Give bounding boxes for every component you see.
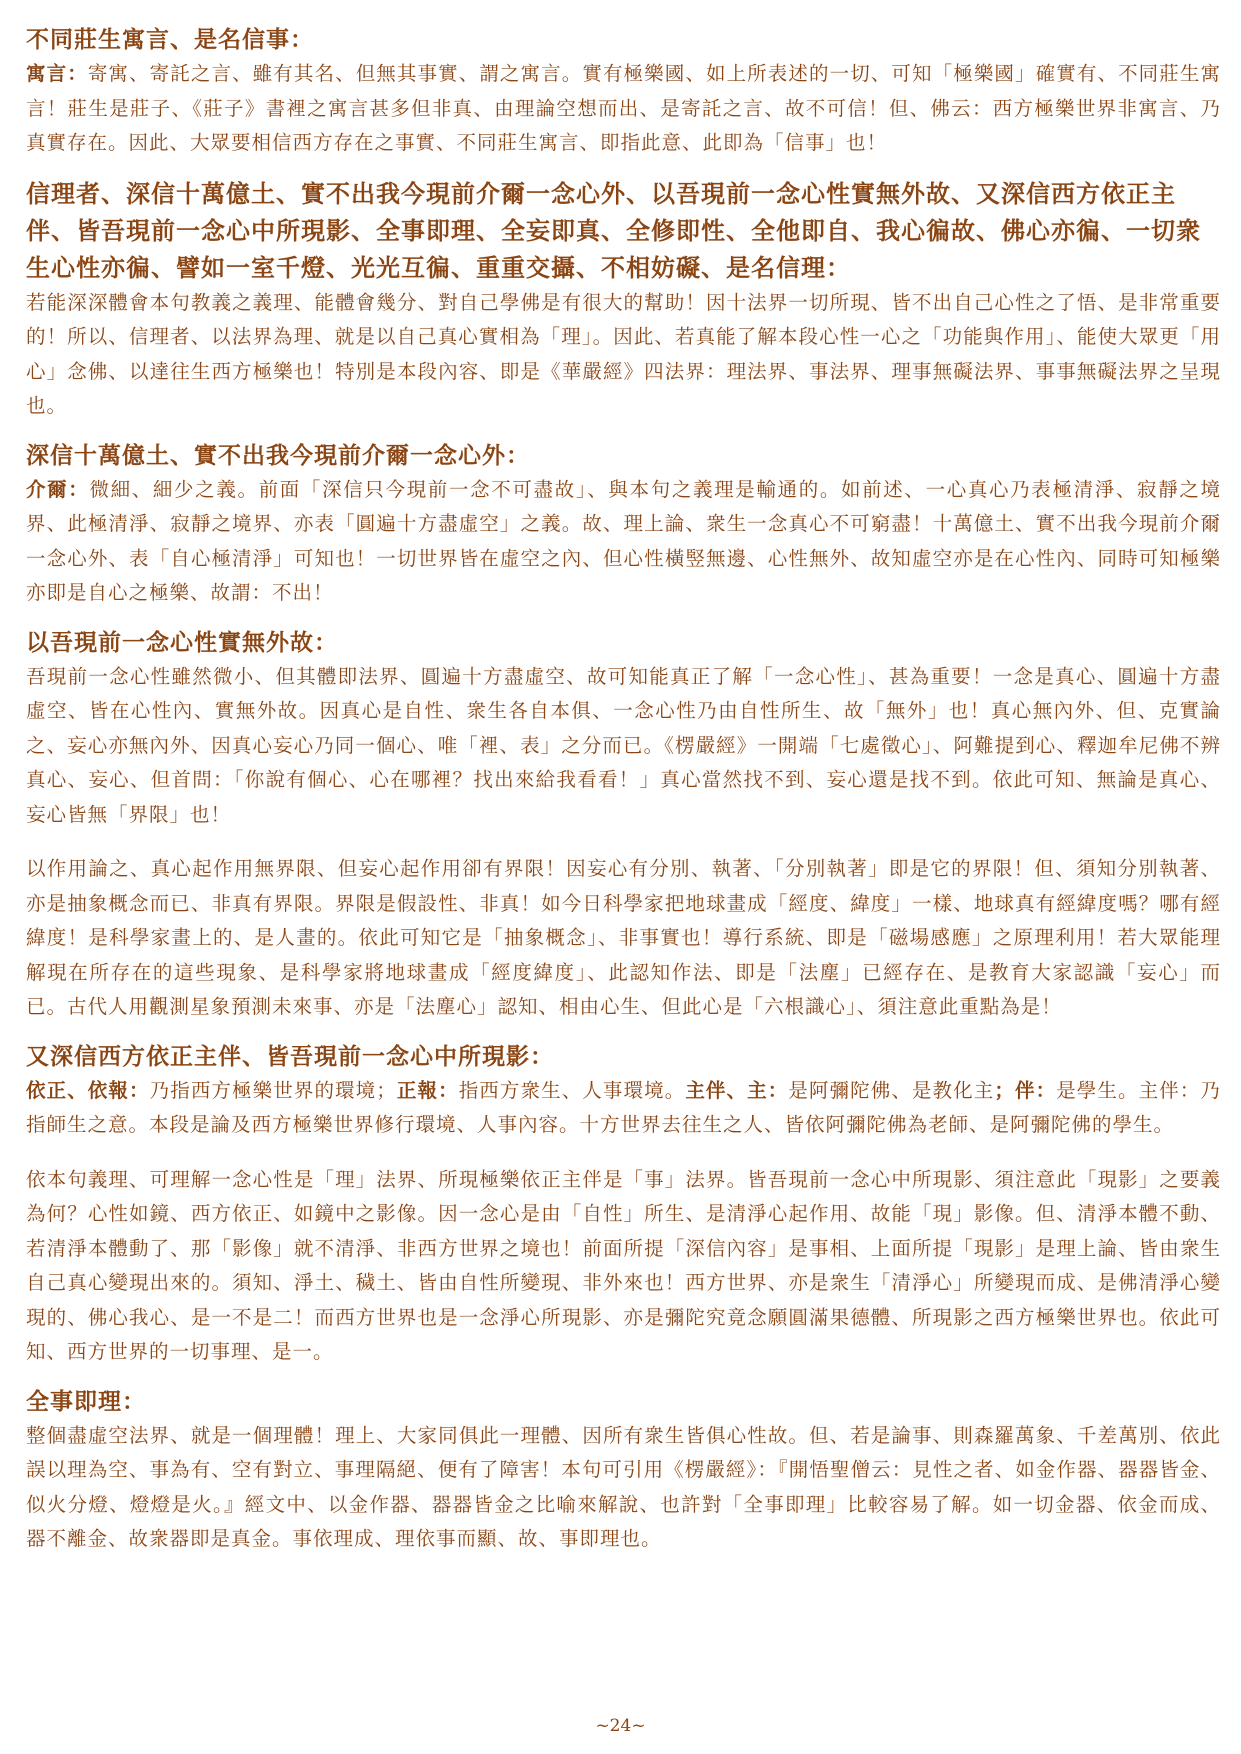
- section-heading-2: 信理者、深信十萬億土、實不出我今現前介爾一念心外、以吾現前一念心性實無外故、又深信西方依正主伴、皆吾現前一念心中所現影、全事即理、全妄即真、全修即性、全他即自、我心徧故、佛心亦徧、一切衆生心性亦徧、譬如一室千燈、光光互徧、重重交攝、不相妨礙、是名信理：: [26, 178, 1201, 282]
- section-paragraph-2: 若能深深體會本句教義之義理、能體會幾分、對自己學佛是有很大的幫助！因十法界一切所現、皆不出自己心性之了悟、是非常重要的！所以、信理者、以法界為理、就是以自己真心實相為「理」。因此、若真能了解本段心性一心之「功能與作用」、能使大眾更「用心」念佛、以達往生西方極樂也！特別是本段內容、即是《華嚴經》四法界：理法界、事法界、理事無礙法界、事事無礙法界之呈現也。: [26, 290, 1221, 417]
- term-label: 依正、依報：: [26, 1078, 150, 1102]
- section-paragraph-1: [26, 57, 1221, 161]
- paragraph-text: 微細、細少之義。前面「深信只今現前一念不可盡故」、與本句之義理是輸通的。如前述、一心真心乃表極清淨、寂靜之境界、此極清淨、寂靜之境界、亦表「圓遍十方盡虛空」之義。故、理上論、衆生一念真心不可窮盡！十萬億土、實不出我今現前介爾一念心外、表「自心極清淨」可知也！一切世界皆在虛空之內、但心性橫竪無邊、心性無外、故知虛空亦是在心性內、同時可知極樂亦即是自心之極樂、故謂：不出！: [26, 477, 1221, 604]
- section-heading-3: 深信十萬億土、實不出我今現前介爾一念心外：: [26, 441, 530, 469]
- paragraph-text: 是學生。主伴：乃指師生之意。本段是論及西方極樂世界修行環境、人事內容。十方世界去往生之人、皆依阿彌陀佛為老師、是阿彌陀佛的學生。: [26, 1078, 1221, 1136]
- page-number: ~24~: [595, 1716, 646, 1736]
- section-heading-5: 又深信西方依正主伴、皆吾現前一念心中所現影：: [26, 1042, 554, 1070]
- term-label: 主伴、主：: [685, 1078, 789, 1102]
- section-paragraph-4b: 以作用論之、真心起作用無界限、但妄心起作用卻有界限！因妄心有分別、執著、「分別執著」即是它的界限！但、須知分別執著、亦是抽象概念而已、非真有界限。界限是假設性、非真！如今日科學家把地球畫成「經度、緯度」一樣、地球真有經緯度嗎？哪有經緯度！是科學家畫上的、是人畫的。依此可知它是「抽象概念」、非事實也！導行系統、即是「磁場感應」之原理利用！若大眾能理解現在所存在的這些現象、是科學家將地球畫成「經度緯度」、此認知作法、即是「法塵」已經存在、是教育大家認識「妄心」而已。古代人用觀測星象預測未來事、亦是「法塵心」認知、相由心生、但此心是「六根識心」、須注意此重點為是！: [26, 857, 1221, 1018]
- section-heading-6: 全事即理：: [26, 1387, 146, 1415]
- section-paragraph-5b: 依本句義理、可理解一念心性是「理」法界、所現極樂依正主伴是「事」法界。皆吾現前一念心中所現影、須注意此「現影」之要義為何？心性如鏡、西方依正、如鏡中之影像。因一念心是由「自性」所生、是清淨心起作用、故能「現」影像。但、清淨本體不動、若清淨本體動了、那「影像」就不清淨、非西方世界之境也！前面所提「深信內容」是事相、上面所提「現影」是理上論、皆由衆生自己真心變現出來的。須知、淨土、穢土、皆由自性所變現、非外來也！西方世界、亦是衆生「清淨心」所變現而成、是佛清淨心變現的、佛心我心、是一不是二！而西方世界也是一念淨心所現影、亦是彌陀究竟念願圓滿果德體、所現影之西方極樂世界也。依此可知、西方世界的一切事理、是一。: [26, 1167, 1221, 1363]
- section-paragraph-6: 整個盡虛空法界、就是一個理體！理上、大家同俱此一理體、因所有衆生皆俱心性故。但、若是論事、則森羅萬象、千差萬別、依此誤以理為空、事為有、空有對立、事理隔絕、便有了障害！本句可引用《楞嚴經》：『開悟聖僧云：見性之者、如金作器、器器皆金、似火分燈、燈燈是火。』經文中、以金作器、器器皆金之比喻來解說、也許對「全事即理」比較容易了解。如一切金器、依金而成、器不離金、故衆器即是真金。事依理成、理依事而顯、故、事即理也。: [26, 1423, 1221, 1550]
- section-paragraph-5a: [26, 1074, 1221, 1143]
- term-label: 正報：: [396, 1078, 459, 1102]
- section-paragraph-3: [26, 473, 1221, 611]
- section-paragraph-4a: 吾現前一念心性雖然微小、但其體即法界、圓遍十方盡虛空、故可知能真正了解「一念心性」、甚為重要！一念是真心、圓遍十方盡虛空、皆在心性內、實無外故。因真心是自性、衆生各自本俱、一念心性乃由自性所生、故「無外」也！真心無內外、但、克實論之、妄心亦無內外、因真心妄心乃同一個心、唯「裡、表」之分而已。《楞嚴經》一開端「七處徵心」、阿難提到心、釋迦牟尼佛不辨真心、妄心、但首問：「你說有個心、心在哪裡？找出來給我看看！」真心當然找不到、妄心還是找不到。依此可知、無論是真心、妄心皆無「界限」也！: [26, 664, 1221, 826]
- term-label: 寓言：: [26, 62, 88, 85]
- term-label: ；伴：: [994, 1078, 1057, 1102]
- term-label: 介爾：: [26, 477, 90, 501]
- paragraph-text: 是阿彌陀佛、是教化主: [788, 1078, 995, 1102]
- document-page: [26, 22, 1221, 1557]
- paragraph-text: 乃指西方極樂世界的環境；: [149, 1078, 397, 1102]
- paragraph-text: 寄寓、寄託之言、雖有其名、但無其事實、謂之寓言。實有極樂國、如上所表述的一切、可知「極樂國」確實有、不同莊生寓言！莊生是莊子、《莊子》書裡之寓言甚多但非真、由理論空想而出、是寄託之言、故不可信！但、佛云：西方極樂世界非寓言、乃真實存在。因此、大眾要相信西方存在之事實、不同莊生寓言、即指此意、此即為「信事」也！: [26, 62, 1221, 154]
- paragraph-text: 指西方衆生、人事環境。: [458, 1078, 686, 1102]
- section-heading-4: 以吾現前一念心性實無外故：: [26, 628, 338, 656]
- section-heading-1: 不同莊生寓言、是名信事：: [26, 26, 314, 53]
